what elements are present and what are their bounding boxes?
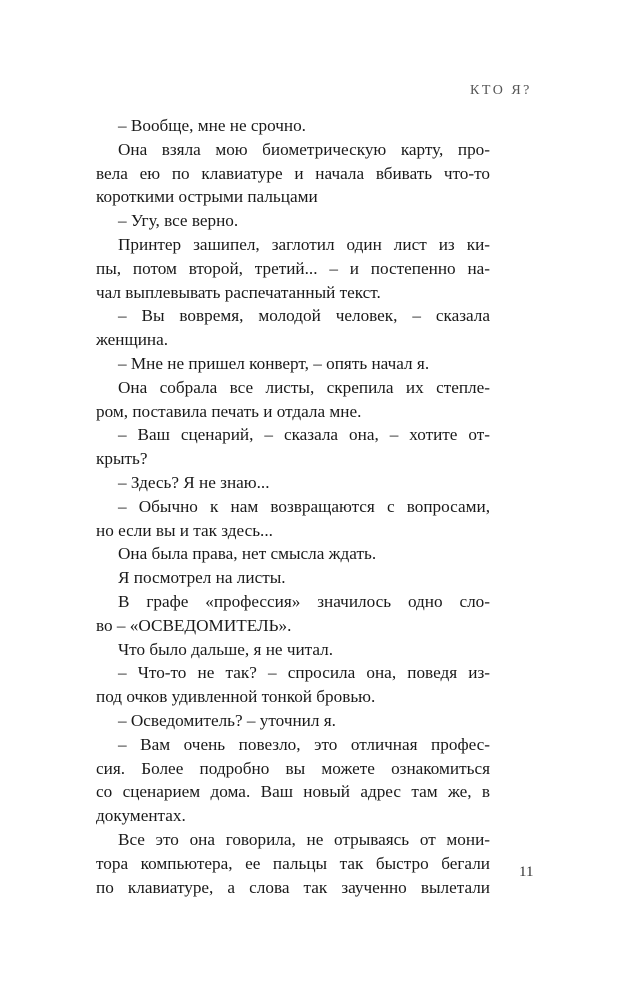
text-line: Она взяла мою биометрическую карту, про- (118, 139, 490, 159)
text-line: документах. (96, 806, 186, 826)
text-line: – Мне не пришел конверт, – опять начал я. (118, 353, 430, 373)
text-line: – Вообще, мне не срочно. (118, 116, 306, 135)
text-line: Она собрала все листы, скрепила их степле- (118, 377, 490, 397)
text-line: – Угу, все верно. (118, 211, 239, 231)
text-line: – Вы вовремя, молодой человек, – сказала (118, 306, 490, 326)
text-line: под очков удивленной тонкой бровью. (96, 687, 376, 707)
text-line: Все это она говорила, не отрываясь от мони- (118, 829, 490, 849)
text-line: чал выплевывать распечатанный текст. (96, 282, 381, 302)
text-line: женщина. (96, 330, 169, 350)
page-number: 11 (519, 864, 534, 880)
text-line: по клавиатуре, а слова так заученно вылетали (96, 877, 490, 897)
text-line: тора компьютера, ее пальцы так быстро бегали (96, 853, 490, 873)
text-line: короткими острыми пальцами (96, 187, 318, 207)
text-line: – Обычно к нам возвращаются с вопросами, (118, 496, 490, 516)
text-line: пы, потом второй, третий... – и постепенно на- (96, 258, 490, 278)
text-line: но если вы и так здесь... (96, 520, 273, 540)
text-line: Что было дальше, я не читал. (118, 639, 334, 659)
text-line: сия. Более подробно вы можете ознакомиться (96, 758, 490, 778)
running-head: КТО Я? (470, 83, 532, 98)
text-line: – Осведомитель? – уточнил я. (118, 710, 336, 730)
text-line: В графе «профессия» значилось одно сло- (118, 591, 490, 611)
text-line: – Вам очень повезло, это отличная профес- (118, 734, 490, 754)
text-line: – Ваш сценарий, – сказала она, – хотите от- (118, 425, 490, 445)
text-line: во – «ОСВЕДОМИТЕЛЬ». (96, 615, 292, 635)
text-line: – Здесь? Я не знаю... (118, 472, 270, 492)
text-line: Она была права, нет смысла ждать. (118, 544, 377, 564)
text-line: Я посмотрел на листы. (118, 568, 286, 588)
body-text (96, 114, 490, 899)
text-line: вела ею по клавиатуре и начала вбивать что-то (96, 163, 490, 183)
text-line: Принтер зашипел, заглотил один лист из ки- (118, 234, 490, 254)
text-line: со сценарием дома. Ваш новый адрес там же, в (96, 782, 490, 802)
text-line: – Что-то не так? – спросила она, поведя из- (118, 663, 490, 683)
text-line: ром, поставила печать и отдала мне. (96, 401, 362, 421)
text-line: крыть? (96, 449, 148, 469)
